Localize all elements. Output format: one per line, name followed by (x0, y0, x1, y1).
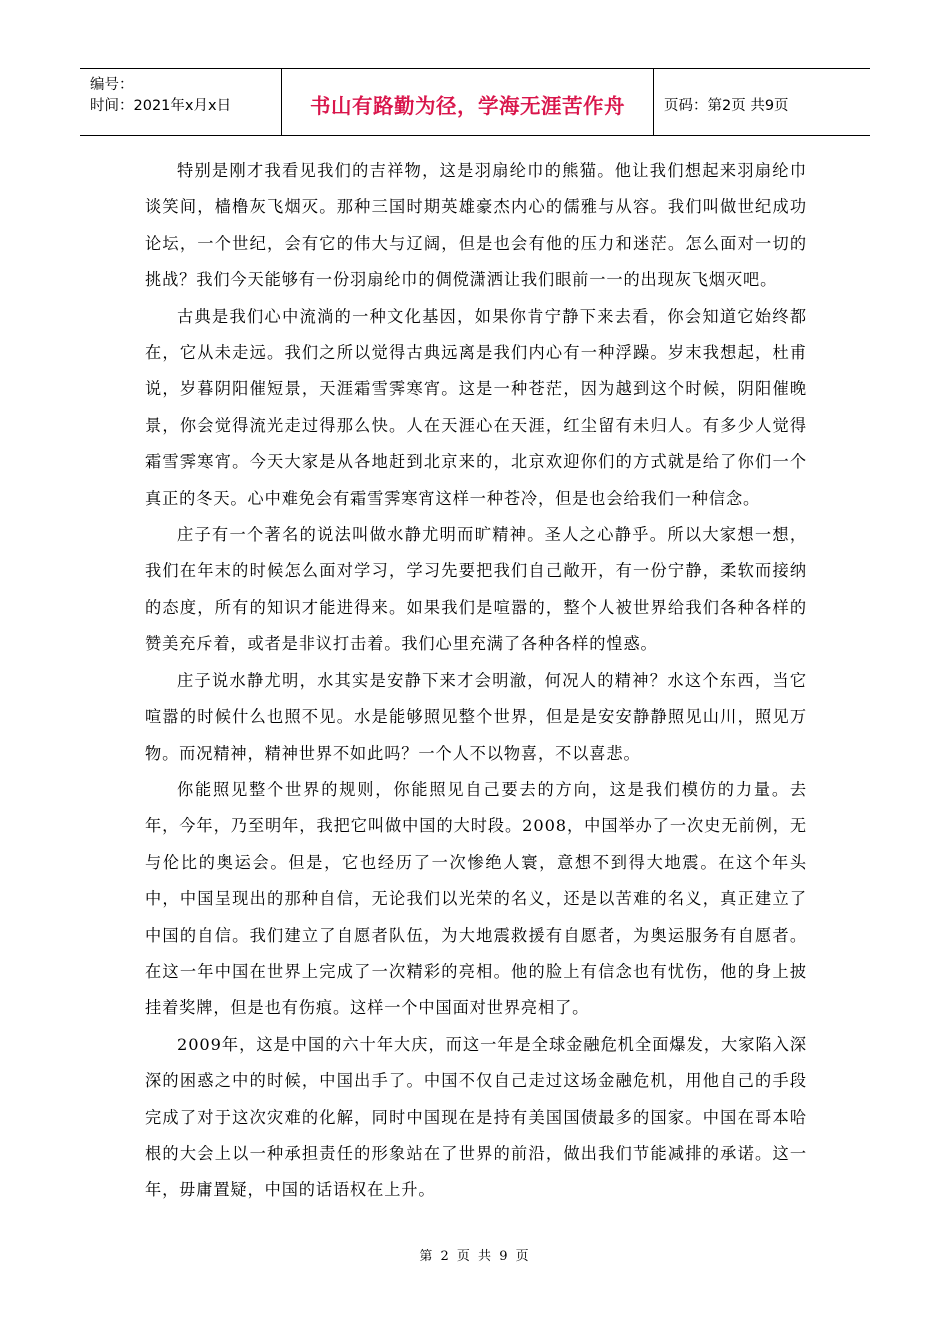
page-footer: 第 2 页 共 9 页 (419, 1249, 531, 1264)
paragraph: 特别是刚才我看见我们的吉祥物，这是羽扇纶巾的熊猫。他让我们想起来羽扇纶巾谈笑间，樯橹灰飞烟灭。那种三国时期英雄豪杰内心的儒雅与从容。我们叫做世纪成功论坛，一个世纪，会有它的伟大与辽阔，但是也会有他的压力和迷茫。怎么面对一切的挑战？我们今天能够有一份羽扇纶巾的倜傥潇洒让我们眼前一一的出现灰飞烟灭吧。 (145, 161, 807, 290)
header-meta (80, 69, 282, 135)
page-indicator: 页码：第2页 共9页 (664, 97, 789, 114)
paragraph: 庄子有一个著名的说法叫做水静尤明而旷精神。圣人之心静乎。所以大家想一想，我们在年末的时候怎么面对学习，学习先要把我们自己敞开，有一份宁静，柔软而接纳的态度，所有的知识才能进得来。如果我们是喧嚣的，整个人被世界给我们各种各样的赞美充斥着，或者是非议打击着。我们心里充满了各种各样的惶惑。 (145, 525, 807, 654)
paragraph: 庄子说水静尤明，水其实是安静下来才会明澈，何况人的精神？水这个东西，当它喧嚣的时候什么也照不见。水是能够照见整个世界，但是是安安静静照见山川，照见万物。而况精神，精神世界不如此吗？一个人不以物喜，不以喜悲。 (145, 670, 807, 763)
paragraph: 你能照见整个世界的规则，你能照见自己要去的方向，这是我们模仿的力量。去年，今年，乃至明年，我把它叫做中国的大时段。2008，中国举办了一次史无前例，无与伦比的奥运会。但是，它也经历了一次惨绝人寰，意想不到得大地震。在这个年头中，中国呈现出的那种自信，无论我们以光荣的名义，还是以苦难的名义，真正建立了中国的自信。我们建立了自愿者队伍，为大地震救援有自愿者，为奥运服务有自愿者。在这一年中国在世界上完成了一次精彩的亮相。他的脸上有信念也有忧伤，他的身上披挂着奖牌，但是也有伤痕。这样一个中国面对世界亮相了。 (145, 779, 807, 1018)
paragraph: 2009年，这是中国的六十年大庆，而这一年是全球金融危机全面爆发，大家陷入深深的困惑之中的时候，中国出手了。中国不仅自己走过这场金融危机，用他自己的手段完成了对于这次灾难的化解，同时中国现在是持有美国国债最多的国家。中国在哥本哈根的大会上以一种承担责任的形象站在了世界的前沿，做出我们节能减排的承诺。这一年，毋庸置疑，中国的话语权在上升。 (145, 1034, 807, 1200)
paragraph: 古典是我们心中流淌的一种文化基因，如果你肯宁静下来去看，你会知道它始终都在，它从未走远。我们之所以觉得古典远离是我们内心有一种浮躁。岁末我想起，杜甫说，岁暮阴阳催短景，天涯霜雪霁寒宵。这是一种苍茫，因为越到这个时候，阴阳催晚景，你会觉得流光走过得那么快。人在天涯心在天涯，红尘留有未归人。有多少人觉得霜雪霁寒宵。今天大家是从各地赶到北京来的，北京欢迎你们的方式就是给了你们一个真正的冬天。心中难免会有霜雪霁寒宵这样一种苍冷，但是也会给我们一种信念。 (145, 306, 807, 508)
document-header (80, 68, 870, 136)
document-body (145, 153, 807, 1209)
motto-title: 书山有路勤为径，学海无涯苦作舟 (282, 69, 654, 135)
serial-number-label: 编号： (90, 77, 134, 93)
date-label: 时间：2021年x月x日 (90, 98, 232, 114)
